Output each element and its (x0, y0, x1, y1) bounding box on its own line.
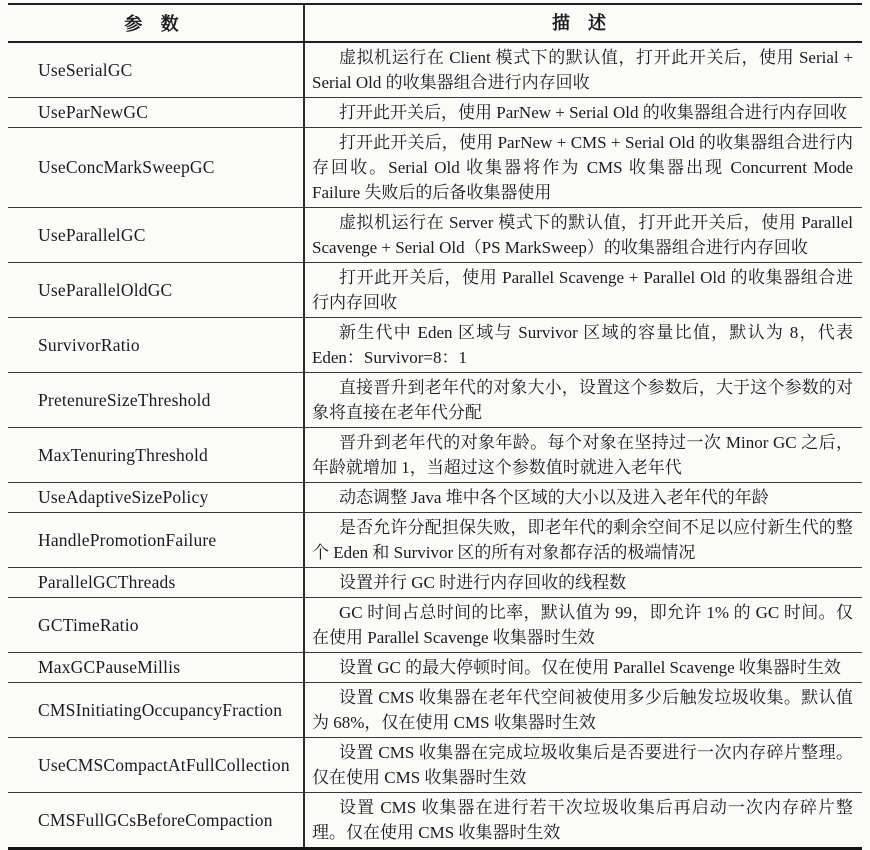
gc-parameters-table (8, 3, 862, 850)
table-row (8, 683, 862, 738)
desc-cell-text: 虚拟机运行在 Server 模式下的默认值，打开此开关后，使用 Parallel Scavenge + Serial Old（PS MarkSweep）的收集器组合进行内存回收 (312, 213, 853, 257)
param-cell (8, 428, 305, 482)
desc-cell-text: 设置 CMS 收集器在完成垃圾收集后是否要进行一次内存碎片整理。仅在使用 CMS 收集器时生效 (312, 743, 853, 787)
param-cell (8, 43, 305, 97)
desc-cell (305, 428, 862, 482)
param-header-cell (8, 5, 305, 41)
param-cell-text: GCTimeRatio (38, 614, 139, 635)
param-cell-text: UseAdaptiveSizePolicy (38, 487, 209, 507)
desc-cell-text: 打开此开关后，使用 Parallel Scavenge + Parallel Old 的收集器组合进行内存回收 (312, 268, 853, 312)
param-cell (8, 513, 305, 567)
param-cell-text: MaxGCPauseMillis (38, 657, 181, 677)
desc-cell (305, 98, 862, 127)
table-row (8, 653, 862, 683)
param-cell-text: UseParallelGC (38, 224, 146, 245)
desc-header-cell (305, 5, 862, 41)
table-header-row (8, 5, 862, 43)
desc-cell-text: 设置 CMS 收集器在老年代空间被使用多少后触发垃圾收集。默认值为 68%，仅在使用 CMS 收集器时生效 (312, 688, 853, 732)
table-row (8, 568, 862, 598)
table-row (8, 513, 862, 568)
table-row (8, 483, 862, 513)
param-cell (8, 128, 305, 207)
desc-cell (305, 43, 862, 97)
desc-cell (305, 568, 862, 597)
param-header-label: 参 数 (124, 14, 179, 34)
desc-cell (305, 128, 862, 207)
table-row (8, 43, 862, 98)
table-row (8, 373, 862, 428)
desc-cell (305, 483, 862, 512)
desc-cell-text: 设置 CMS 收集器在进行若干次垃圾收集后再启动一次内存碎片整理。仅在使用 CMS 收集器时生效 (312, 798, 853, 842)
param-cell (8, 318, 305, 372)
desc-cell-text: 晋升到老年代的对象年龄。每个对象在坚持过一次 Minor GC 之后，年龄就增加 1，当超过这个参数值时就进入老年代 (312, 433, 853, 477)
param-cell-text: MaxTenuringThreshold (38, 444, 208, 465)
param-cell (8, 738, 305, 792)
param-cell (8, 483, 305, 512)
param-cell (8, 653, 305, 682)
desc-cell-text: 动态调整 Java 堆中各个区域的大小以及进入老年代的年龄 (339, 488, 769, 507)
desc-cell (305, 683, 862, 737)
param-cell (8, 263, 305, 317)
desc-cell-text: 设置并行 GC 时进行内存回收的线程数 (339, 573, 627, 592)
param-cell (8, 793, 305, 847)
param-cell (8, 208, 305, 262)
table-row (8, 598, 862, 653)
param-cell-text: PretenureSizeThreshold (38, 389, 211, 410)
desc-cell-text: 新生代中 Eden 区域与 Survivor 区域的容量比值，默认为 8，代表 Eden：Survivor=8：1 (312, 323, 853, 367)
desc-cell-text: 虚拟机运行在 Client 模式下的默认值，打开此开关后，使用 Serial + Serial Old 的收集器组合进行内存回收 (312, 48, 853, 92)
desc-cell-text: 打开此开关后，使用 ParNew + CMS + Serial Old 的收集器组合进行内存回收。Serial Old 收集器将作为 CMS 收集器出现 Concurrent Mode Failure 失败后的后备收集器使用 (312, 133, 853, 202)
table-row (8, 128, 862, 208)
param-cell-text: UseConcMarkSweepGC (38, 157, 215, 177)
desc-cell (305, 513, 862, 567)
desc-cell-text: 是否允许分配担保失败，即老年代的剩余空间不足以应付新生代的整个 Eden 和 Survivor 区的所有对象都存活的极端情况 (312, 518, 853, 562)
param-cell-text: UseSerialGC (38, 59, 133, 80)
desc-cell (305, 208, 862, 262)
table-row (8, 738, 862, 793)
desc-cell (305, 793, 862, 847)
table-row (8, 98, 862, 128)
desc-cell (305, 373, 862, 427)
table-row (8, 793, 862, 847)
table-row (8, 208, 862, 263)
desc-cell (305, 598, 862, 652)
desc-cell-text: 设置 GC 的最大停顿时间。仅在使用 Parallel Scavenge 收集器时生效 (339, 658, 841, 677)
param-cell-text: UseCMSCompactAtFullCollection (38, 754, 290, 775)
param-cell (8, 373, 305, 427)
param-cell-text: CMSInitiatingOccupancyFraction (38, 699, 283, 720)
param-cell-text: CMSFullGCsBeforeCompaction (38, 809, 273, 830)
desc-cell-text: 打开此开关后，使用 ParNew + Serial Old 的收集器组合进行内存回收 (339, 103, 847, 122)
desc-cell (305, 653, 862, 682)
table-row (8, 263, 862, 318)
param-cell (8, 98, 305, 127)
param-cell-text: UseParallelOldGC (38, 279, 173, 300)
desc-cell-text: GC 时间占总时间的比率，默认值为 99，即允许 1% 的 GC 时间。仅在使用 Parallel Scavenge 收集器时生效 (312, 603, 853, 647)
desc-cell-text: 直接晋升到老年代的对象大小，设置这个参数后，大于这个参数的对象将直接在老年代分配 (312, 378, 853, 422)
desc-cell (305, 318, 862, 372)
desc-cell (305, 738, 862, 792)
table-row (8, 318, 862, 373)
param-cell-text: SurvivorRatio (38, 334, 140, 355)
param-cell (8, 598, 305, 652)
param-cell (8, 683, 305, 737)
desc-header-label: 描 述 (552, 12, 606, 33)
param-cell-text: HandlePromotionFailure (38, 529, 217, 550)
param-cell (8, 568, 305, 597)
param-cell-text: UseParNewGC (38, 102, 149, 122)
param-cell-text: ParallelGCThreads (38, 572, 176, 592)
desc-cell (305, 263, 862, 317)
table-row (8, 428, 862, 483)
